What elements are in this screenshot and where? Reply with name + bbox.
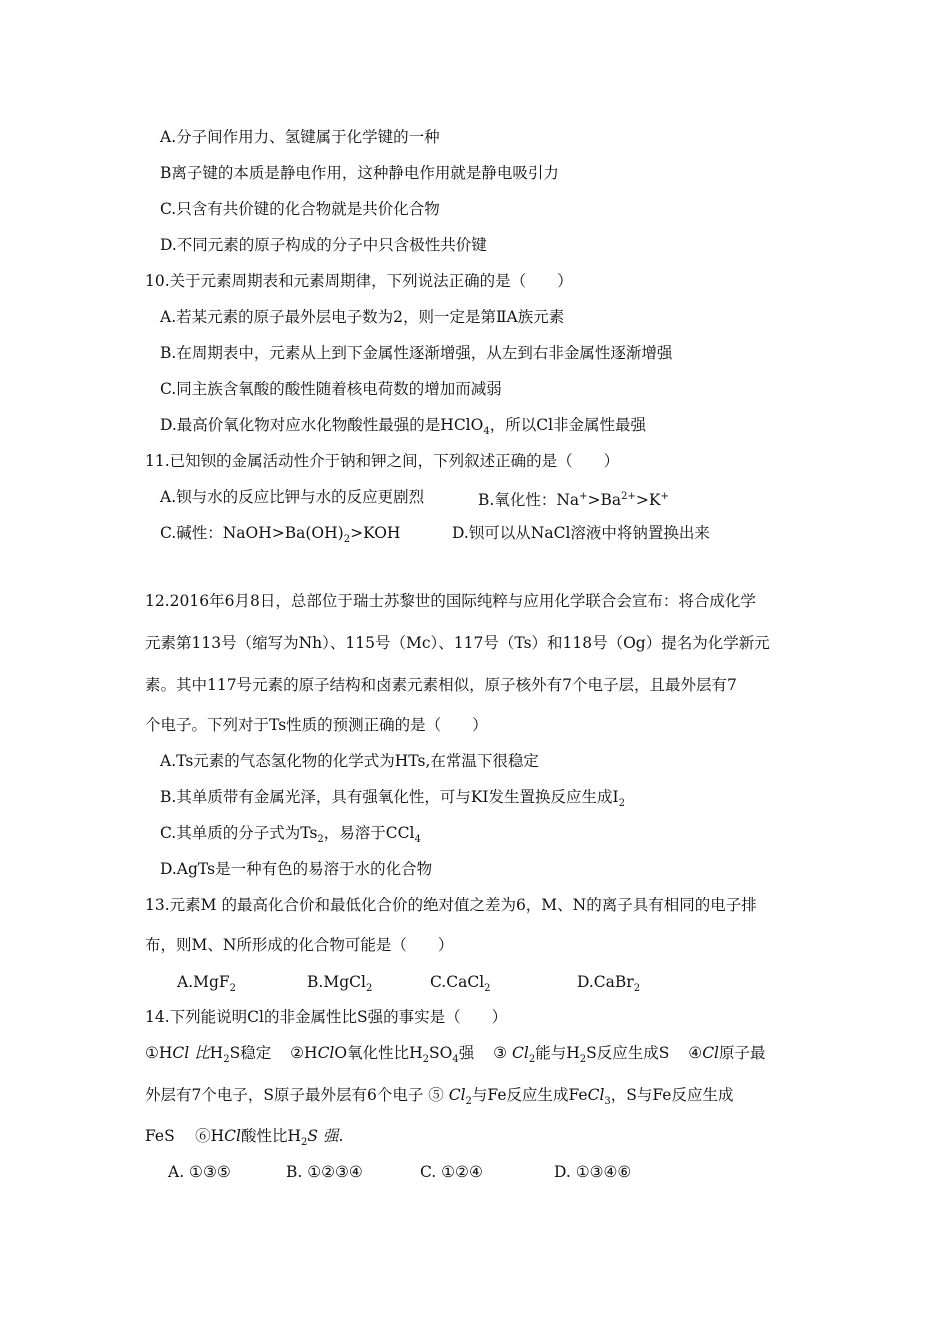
- q11-option-b-mid: >Ba: [587, 491, 622, 510]
- q10-option-a: A.若某元素的原子最外层电子数为2，则一定是第ⅡA族元素: [160, 308, 565, 326]
- q14-statements-line3: [145, 1126, 343, 1153]
- subscript: 2: [301, 1137, 308, 1149]
- q14-l2-e: ，S与Fe反应生成: [610, 1086, 734, 1104]
- subscript: 2: [528, 1054, 536, 1066]
- q14-s1-formula: Cl 比: [172, 1044, 210, 1062]
- q14-s2-e: 强: [458, 1044, 475, 1062]
- q14-option-b: B. ①②③④: [286, 1163, 363, 1181]
- q12-option-b-text: B.其单质带有金属光泽，具有强氧化性，可与KI发生置换反应生成I: [160, 788, 619, 806]
- q12-option-c-mid: ，易溶于CCl: [323, 824, 415, 842]
- q14-option-c: C. ①②④: [420, 1163, 483, 1181]
- q10-option-c: C.同主族含氧酸的酸性随着核电荷数的增加而减弱: [160, 380, 502, 398]
- q14-l2-formula2: Cl: [587, 1086, 605, 1104]
- q14-s3-formula: Cl: [511, 1044, 529, 1062]
- q10-option-b: B.在周期表中，元素从上到下金属性逐渐增强，从左到右非金属性逐渐增强: [160, 344, 673, 362]
- q9-option-b: B离子键的本质是静电作用，这种静电作用就是静电吸引力: [160, 164, 559, 182]
- q9-option-c: C.只含有共价键的化合物就是共价化合物: [160, 200, 440, 218]
- q14-s2-c: O氧化性比H: [334, 1044, 423, 1062]
- q12-option-c: [160, 823, 421, 850]
- q11-option-b-text: B.氧化性：Na: [478, 491, 580, 510]
- q13-option-a: [177, 972, 236, 999]
- q14-s2-d: SO: [429, 1044, 453, 1062]
- q14-s4-formula: Cl: [702, 1044, 720, 1062]
- q14-l3-e: .: [338, 1127, 344, 1145]
- q13-option-b-text: B.MgCl: [307, 973, 366, 991]
- q14-s3: ③: [493, 1044, 512, 1062]
- subscript: 4: [452, 1054, 459, 1066]
- subscript: 2: [618, 798, 626, 810]
- q10-option-d-tail: ，所以Cl非金属性最强: [489, 416, 647, 434]
- superscript: +: [579, 491, 588, 502]
- q9-option-d: D.不同元素的原子构成的分子中只含极性共价键: [160, 236, 487, 254]
- q11-option-c: [160, 523, 400, 550]
- q14-option-a: A. ①③⑤: [168, 1163, 231, 1181]
- q12-option-a: A.Ts元素的气态氢化物的化学式为HTs,在常温下很稳定: [160, 752, 539, 770]
- q14-l2-formula: Cl: [448, 1086, 466, 1104]
- subscript: 2: [317, 834, 324, 846]
- q11-stem: 11.已知钡的金属活动性介于钠和钾之间，下列叙述正确的是（ ）: [145, 452, 620, 470]
- q14-s2-formula: Cl: [317, 1044, 335, 1062]
- q13-option-b: [307, 972, 372, 999]
- superscript: +: [660, 491, 669, 502]
- q14-s2: ②H: [290, 1044, 318, 1062]
- q14-statements-line2: [145, 1085, 733, 1112]
- q14-l3-d: S 强: [307, 1127, 339, 1145]
- q13-option-a-text: A.MgF: [177, 973, 230, 991]
- q9-option-a: A.分子间作用力、氢键属于化学键的一种: [160, 128, 440, 146]
- q12-stem-line4: 个电子。下列对于Ts性质的预测正确的是（ ）: [145, 716, 488, 734]
- subscript: 2: [365, 983, 373, 995]
- subscript: 2: [579, 1054, 587, 1066]
- q14-s3-c: 能与H: [535, 1044, 580, 1062]
- subscript: 2: [229, 983, 237, 995]
- q12-stem-line3: 素。其中117号元素的原子结构和卤素元素相似，原子核外有7个电子层，且最外层有7: [145, 676, 737, 694]
- q13-option-d-text: D.CaBr: [577, 973, 634, 991]
- q13-option-c: [430, 972, 491, 999]
- q14-s1-c: H: [209, 1044, 224, 1062]
- q13-option-c-text: C.CaCl: [430, 973, 485, 991]
- q11-option-c-text: C.碱性：NaOH>Ba(OH): [160, 524, 344, 542]
- q11-option-d: D.钡可以从NaCl溶液中将钠置换出来: [452, 524, 710, 542]
- subscript: 2: [223, 1054, 230, 1066]
- q14-l3-text: FeS ⑥H: [145, 1127, 225, 1145]
- q14-s4-c: 原子最: [719, 1044, 766, 1062]
- subscript: 3: [604, 1096, 611, 1108]
- q14-s1: ①H: [145, 1044, 173, 1062]
- q12-option-b: [160, 787, 625, 814]
- q14-l2-text: 外层有7个电子，S原子最外层有6个电子 ⑤: [145, 1086, 449, 1104]
- q10-option-d-text: D.最高价氧化物对应水化物酸性最强的是HClO: [160, 416, 484, 434]
- superscript: 2+: [621, 491, 636, 502]
- q14-option-d: D. ①③④⑥: [554, 1163, 632, 1181]
- subscript: 2: [465, 1096, 472, 1108]
- q14-s4: ④: [688, 1044, 703, 1062]
- q12-option-d: D.AgTs是一种有色的易溶于水的化合物: [160, 860, 433, 878]
- q14-l3-c: 酸性比H: [240, 1127, 302, 1145]
- q12-stem-line2: 元素第113号（缩写为Nh）、115号（Mc）、117号（Ts）和118号（Og）提名为化学新元: [145, 634, 770, 652]
- q14-stem: 14.下列能说明Cl的非金属性比S强的事实是（ ）: [145, 1008, 508, 1026]
- q14-l3-formula: Cl: [224, 1127, 241, 1145]
- subscript: 2: [633, 983, 641, 995]
- subscript: 2: [343, 534, 351, 546]
- q13-stem-line1: 13.元素M 的最高化合价和最低化合价的绝对值之差为6，M、N的离子具有相同的电子排: [145, 896, 757, 914]
- q11-option-b-mid2: >K: [635, 491, 661, 510]
- q11-option-a: A.钡与水的反应比钾与水的反应更剧烈: [160, 488, 425, 506]
- subscript: 4: [414, 834, 421, 846]
- subscript: 2: [422, 1054, 429, 1066]
- q14-statements-line1: [145, 1043, 766, 1070]
- q10-option-d: [160, 415, 646, 442]
- q12-stem-line1: 12.2016年6月8日，总部位于瑞士苏黎世的国际纯粹与应用化学联合会宣布：将合成化学: [145, 592, 756, 610]
- subscript: 4: [483, 426, 490, 438]
- q14-l2-c: 与Fe反应生成Fe: [471, 1086, 588, 1104]
- q13-option-d: [577, 972, 640, 999]
- q11-option-c-tail: >KOH: [350, 524, 401, 542]
- q14-s1-d: S稳定: [229, 1044, 272, 1062]
- q11-option-b: [478, 487, 669, 510]
- q10-stem: 10.关于元素周期表和元素周期律，下列说法正确的是（ ）: [145, 272, 573, 290]
- q13-stem-line2: 布，则M、N所形成的化合物可能是（ ）: [145, 936, 454, 954]
- subscript: 2: [484, 983, 491, 995]
- q12-option-c-text: C.其单质的分子式为Ts: [160, 824, 318, 842]
- q14-s3-d: S反应生成S: [586, 1044, 670, 1062]
